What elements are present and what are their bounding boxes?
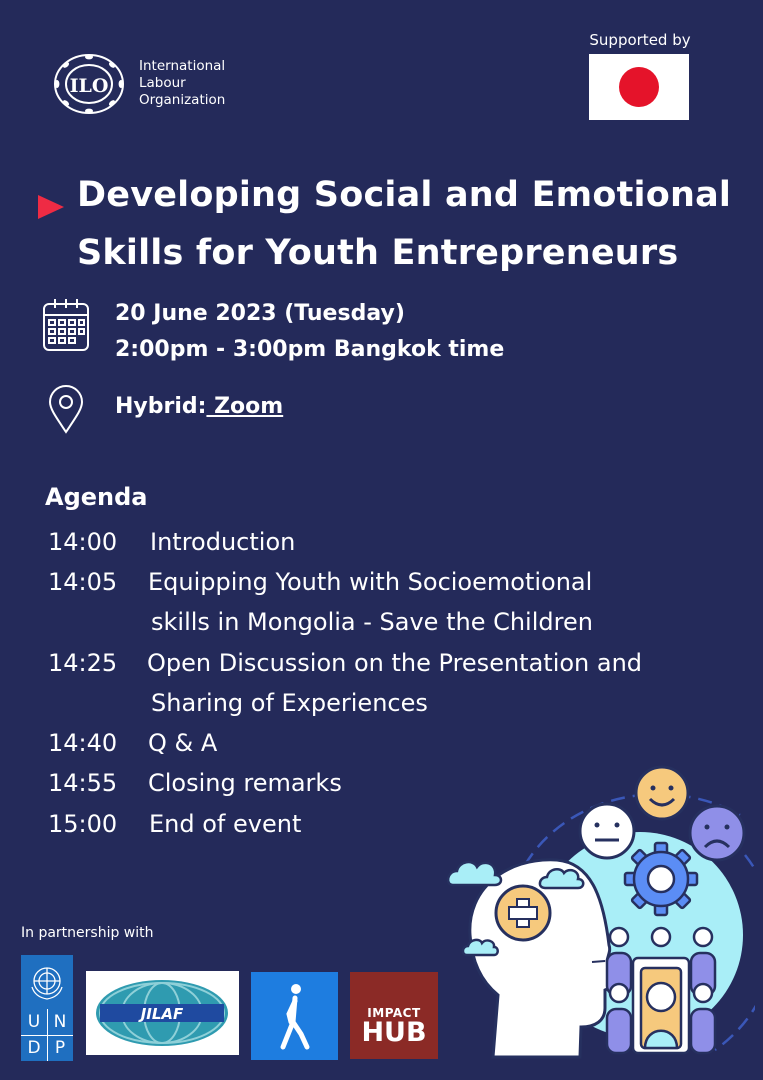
supported-by-label: Supported by <box>589 31 691 49</box>
event-location <box>115 394 283 419</box>
org-name-line-1: International <box>139 58 226 74</box>
title-line-1: Developing Social and Emotional <box>77 175 732 215</box>
agenda-item-5: Closing remarks <box>148 769 342 797</box>
socioemotional-illustration <box>445 765 755 1065</box>
impact-hub-line-1: IMPACT <box>367 1006 421 1020</box>
ilo-logo-text: ILO <box>69 75 109 97</box>
jilaf-logo <box>86 971 239 1055</box>
event-date: 20 June 2023 (Tuesday) <box>115 301 405 326</box>
japan-flag-icon <box>589 54 689 120</box>
undp-logo <box>21 955 73 1061</box>
agenda-item-3-line-2: Sharing of Experiences <box>151 689 428 717</box>
ilo-logo-icon <box>50 52 128 116</box>
agenda-time-2: 14:05 <box>48 568 118 596</box>
ilo-logo <box>50 52 128 116</box>
agenda-item-4: Q & A <box>148 729 218 757</box>
jilaf-text: JILAF <box>140 1005 184 1023</box>
agenda-heading: Agenda <box>45 483 148 511</box>
zoom-link[interactable]: Zoom <box>206 394 284 419</box>
undp-letter-u: U <box>21 1009 48 1036</box>
agenda-time-1: 14:00 <box>48 528 118 556</box>
agenda-item-1: Introduction <box>150 528 296 556</box>
calendar-icon <box>41 297 91 353</box>
location-pin-icon <box>47 385 85 435</box>
undp-letter-p: P <box>54 1038 66 1058</box>
agenda-time-3: 14:25 <box>48 649 118 677</box>
event-time: 2:00pm - 3:00pm Bangkok time <box>115 337 505 362</box>
agenda-item-2-line-1: Equipping Youth with Socioemotional <box>148 568 593 596</box>
title-line-2: Skills for Youth Entrepreneurs <box>77 233 679 273</box>
agenda-time-4: 14:40 <box>48 729 118 757</box>
org-name-line-2: Labour <box>139 75 186 91</box>
partnership-label: In partnership with <box>21 925 154 941</box>
organization-name <box>139 58 279 109</box>
walking-person-logo <box>251 972 338 1060</box>
agenda-item-2-line-2: skills in Mongolia - Save the Children <box>151 608 593 636</box>
impact-hub-logo <box>350 972 438 1059</box>
undp-letter-d: D <box>21 1035 48 1061</box>
agenda-time-5: 14:55 <box>48 769 118 797</box>
org-name-line-3: Organization <box>139 92 226 108</box>
agenda-item-6: End of event <box>149 810 302 838</box>
un-globe-icon <box>27 961 67 1001</box>
hybrid-label: Hybrid: <box>115 394 207 419</box>
agenda-time-6: 15:00 <box>48 810 118 838</box>
title-bullet-icon <box>38 195 64 219</box>
impact-hub-line-2: HUB <box>361 1017 427 1048</box>
undp-letter-n: N <box>47 1009 73 1036</box>
event-title <box>77 166 737 282</box>
agenda-item-3-line-1: Open Discussion on the Presentation and <box>147 649 643 677</box>
walking-person-icon <box>251 972 338 1060</box>
